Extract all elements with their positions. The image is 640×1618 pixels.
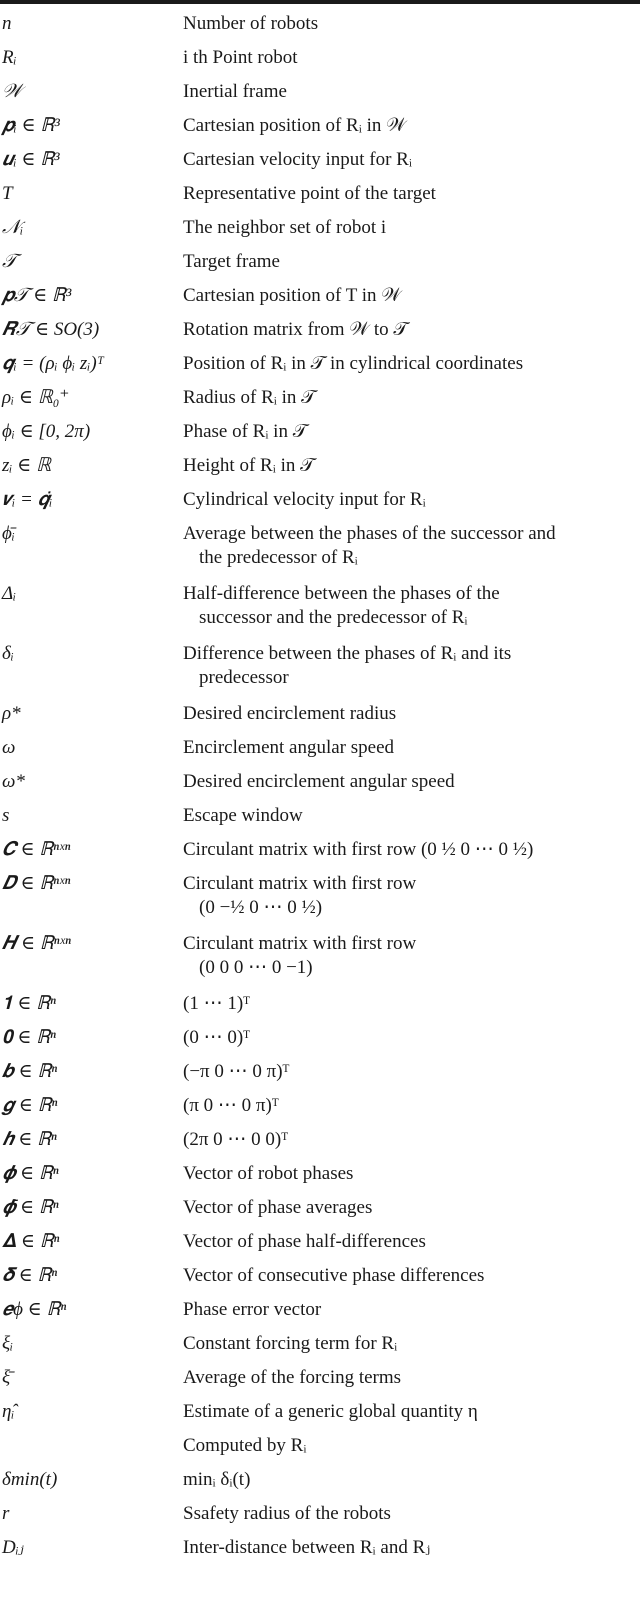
- definition-cell: [183, 1400, 638, 1424]
- definition-line: Vector of phase half-differences: [183, 1231, 426, 1252]
- definition-line: (0 0 0 ⋯ 0 −1): [199, 957, 313, 978]
- definition-line: the predecessor of Rᵢ: [199, 547, 358, 568]
- symbol-cell: ϕ̄ᵢ: [2, 523, 15, 544]
- definition-line: Desired encirclement radius: [183, 703, 397, 724]
- table-row: [0, 1060, 640, 1094]
- definition-cell: [183, 284, 638, 308]
- table-row: [0, 1128, 640, 1162]
- definition-cell: [183, 488, 638, 512]
- table-row: [0, 386, 640, 420]
- table-row: [0, 1094, 640, 1128]
- definition-line: Average between the phases of the successor and: [183, 523, 556, 544]
- definition-line: Vector of consecutive phase differences: [183, 1265, 485, 1286]
- definition-line: Vector of phase averages: [183, 1197, 373, 1218]
- table-row: [0, 804, 640, 838]
- definition-cell: [183, 1162, 638, 1186]
- table-row: [0, 838, 640, 872]
- definition-cell: [183, 1434, 638, 1458]
- symbol-cell: 𝒑ᵢ ∈ ℝ³: [2, 115, 60, 136]
- definition-cell: [183, 1230, 638, 1254]
- definition-line: The neighbor set of robot i: [183, 217, 387, 238]
- symbol-cell: ξ̄: [2, 1367, 11, 1388]
- table-row: [0, 1366, 640, 1400]
- table-row: [0, 1162, 640, 1196]
- definition-cell: [183, 1094, 638, 1118]
- definition-line: Escape window: [183, 805, 303, 826]
- definition-cell: [183, 1536, 638, 1560]
- symbol-cell: δmin(t): [2, 1469, 58, 1490]
- table-row: [0, 216, 640, 250]
- table-row: [0, 1298, 640, 1332]
- definition-line: Estimate of a generic global quantity η: [183, 1401, 478, 1422]
- definition-cell: [183, 702, 638, 726]
- table-top-rule: [0, 0, 640, 4]
- definition-cell: [183, 318, 638, 342]
- table-row: [0, 582, 640, 642]
- definition-line: Inertial frame: [183, 81, 287, 102]
- symbol-cell: 𝒯: [2, 251, 17, 272]
- definition-cell: [183, 182, 638, 206]
- definition-line: minᵢ δᵢ(t): [183, 1469, 251, 1490]
- symbol-cell: 𝒗ᵢ = 𝒒̇ᵢ: [2, 489, 53, 510]
- table-row: [0, 12, 640, 46]
- table-row: [0, 1264, 640, 1298]
- definition-cell: [183, 1468, 638, 1492]
- table-row: [0, 1230, 640, 1264]
- table-row: [0, 114, 640, 148]
- table-row: [0, 1502, 640, 1536]
- definition-cell: [183, 114, 638, 138]
- table-row: [0, 148, 640, 182]
- symbol-cell: η̂ᵢ: [2, 1401, 15, 1422]
- symbol-cell: s: [2, 805, 10, 826]
- definition-line: (−π 0 ⋯ 0 π)ᵀ: [183, 1061, 290, 1082]
- definition-line: Height of Rᵢ in 𝒯: [183, 455, 315, 476]
- table-row: [0, 318, 640, 352]
- definition-line: Representative point of the target: [183, 183, 436, 204]
- definition-cell: [183, 12, 638, 36]
- definition-line: Target frame: [183, 251, 280, 272]
- definition-line: (1 ⋯ 1)ᵀ: [183, 993, 251, 1014]
- table-row: [0, 1536, 640, 1570]
- definition-cell: [183, 454, 638, 478]
- table-row: [0, 284, 640, 318]
- symbol-cell: δᵢ: [2, 643, 14, 664]
- definition-line: Phase of Rᵢ in 𝒯: [183, 421, 308, 442]
- definition-cell: [183, 1366, 638, 1390]
- definition-line: predecessor: [199, 667, 289, 688]
- definition-cell: [183, 250, 638, 274]
- symbol-cell: Dᵢⱼ: [2, 1537, 24, 1558]
- definition-line: Circulant matrix with first row (0 ½ 0 ⋯ 0 ½): [183, 839, 534, 860]
- table-row: [0, 872, 640, 932]
- definition-cell: [183, 1196, 638, 1220]
- definition-cell: [183, 1332, 638, 1356]
- symbol-cell: T: [2, 183, 13, 204]
- symbol-cell: 𝑪 ∈ ℝⁿˣⁿ: [2, 839, 71, 860]
- table-row: [0, 1468, 640, 1502]
- definition-line: Computed by Rᵢ: [183, 1435, 307, 1456]
- definition-line: Number of robots: [183, 13, 319, 34]
- definition-line: Cylindrical velocity input for Rᵢ: [183, 489, 426, 510]
- definition-cell: [183, 352, 638, 376]
- definition-cell: [183, 872, 638, 920]
- definition-cell: [183, 80, 638, 104]
- symbol-cell: Rᵢ: [2, 47, 17, 68]
- definition-cell: [183, 770, 638, 794]
- definition-cell: [183, 932, 638, 980]
- symbol-cell: 𝒈 ∈ ℝⁿ: [2, 1095, 58, 1116]
- symbol-cell: ρ*: [2, 703, 21, 724]
- table-row: [0, 1434, 640, 1468]
- definition-line: Phase error vector: [183, 1299, 322, 1320]
- definition-line: Encirclement angular speed: [183, 737, 395, 758]
- symbol-cell: 𝒩ᵢ: [2, 217, 24, 238]
- table-row: [0, 1196, 640, 1230]
- symbol-cell: n: [2, 13, 12, 34]
- symbol-cell: zᵢ ∈ ℝ: [2, 455, 52, 476]
- definition-cell: [183, 1128, 638, 1152]
- definition-cell: [183, 522, 638, 570]
- symbol-cell: 𝝓̄ ∈ ℝⁿ: [2, 1197, 59, 1218]
- symbol-cell: 𝜹 ∈ ℝⁿ: [2, 1265, 58, 1286]
- definition-line: Desired encirclement angular speed: [183, 771, 455, 792]
- symbol-cell: ω: [2, 737, 16, 758]
- symbol-cell: 𝚫 ∈ ℝⁿ: [2, 1231, 60, 1252]
- symbol-cell: r: [2, 1503, 10, 1524]
- notation-table: [0, 12, 640, 1570]
- definition-line: Constant forcing term for Rᵢ: [183, 1333, 398, 1354]
- table-row: [0, 80, 640, 114]
- definition-cell: [183, 46, 638, 70]
- definition-line: Position of Rᵢ in 𝒯 in cylindrical coordinates: [183, 353, 524, 374]
- definition-line: Vector of robot phases: [183, 1163, 354, 1184]
- table-row: [0, 702, 640, 736]
- symbol-cell: 𝒲: [2, 81, 22, 102]
- definition-cell: [183, 420, 638, 444]
- symbol-cell: 𝑹𝒯 ∈ SO(3): [2, 319, 100, 340]
- definition-line: (0 ⋯ 0)ᵀ: [183, 1027, 251, 1048]
- table-row: [0, 642, 640, 702]
- definition-line: Average of the forcing terms: [183, 1367, 402, 1388]
- symbol-cell: 𝑯 ∈ ℝⁿˣⁿ: [2, 933, 71, 954]
- definition-line: Circulant matrix with first row: [183, 933, 417, 954]
- symbol-cell: 𝟎 ∈ ℝⁿ: [2, 1027, 56, 1048]
- symbol-cell: 𝝓 ∈ ℝⁿ: [2, 1163, 59, 1184]
- definition-line: Difference between the phases of Rᵢ and its: [183, 643, 512, 664]
- table-row: [0, 250, 640, 284]
- definition-cell: [183, 804, 638, 828]
- definition-cell: [183, 1502, 638, 1526]
- table-row: [0, 1026, 640, 1060]
- definition-cell: [183, 1026, 638, 1050]
- symbol-cell: 𝒃 ∈ ℝⁿ: [2, 1061, 58, 1082]
- symbol-cell: ξᵢ: [2, 1333, 14, 1354]
- symbol-cell: 𝟏 ∈ ℝⁿ: [2, 993, 56, 1014]
- symbol-cell: ρᵢ ∈ ℝ₀⁺: [2, 387, 70, 408]
- table-row: [0, 932, 640, 992]
- table-row: [0, 992, 640, 1026]
- table-row: [0, 1400, 640, 1434]
- definition-line: i th Point robot: [183, 47, 298, 68]
- definition-cell: [183, 1060, 638, 1084]
- definition-line: successor and the predecessor of Rᵢ: [199, 607, 468, 628]
- definition-cell: [183, 148, 638, 172]
- table-row: [0, 1332, 640, 1366]
- definition-line: Half-difference between the phases of the: [183, 583, 500, 604]
- symbol-cell: ϕᵢ ∈ [0, 2π): [2, 421, 91, 442]
- definition-cell: [183, 642, 638, 690]
- table-row: [0, 454, 640, 488]
- table-row: [0, 420, 640, 454]
- definition-cell: [183, 386, 638, 410]
- definition-line: Inter-distance between Rᵢ and Rⱼ: [183, 1537, 431, 1558]
- symbol-cell: 𝒖ᵢ ∈ ℝ³: [2, 149, 60, 170]
- symbol-cell: ω*: [2, 771, 25, 792]
- definition-line: (0 −½ 0 ⋯ 0 ½): [199, 897, 323, 918]
- symbol-cell: 𝒒ᵢ = (ρᵢ ϕᵢ zᵢ)ᵀ: [2, 353, 104, 374]
- table-row: [0, 182, 640, 216]
- symbol-cell: 𝒆ϕ ∈ ℝⁿ: [2, 1299, 67, 1320]
- definition-cell: [183, 1264, 638, 1288]
- definition-line: (π 0 ⋯ 0 π)ᵀ: [183, 1095, 279, 1116]
- symbol-cell: 𝒉 ∈ ℝⁿ: [2, 1129, 57, 1150]
- definition-cell: [183, 1298, 638, 1322]
- definition-cell: [183, 992, 638, 1016]
- definition-line: (2π 0 ⋯ 0 0)ᵀ: [183, 1129, 289, 1150]
- definition-cell: [183, 582, 638, 630]
- symbol-cell: Δᵢ: [2, 583, 17, 604]
- definition-line: Radius of Rᵢ in 𝒯: [183, 387, 316, 408]
- definition-cell: [183, 736, 638, 760]
- definition-line: Circulant matrix with first row: [183, 873, 417, 894]
- table-row: [0, 352, 640, 386]
- definition-line: Cartesian position of Rᵢ in 𝒲: [183, 115, 407, 136]
- definition-cell: [183, 216, 638, 240]
- definition-line: Rotation matrix from 𝒲 to 𝒯: [183, 319, 408, 340]
- table-row: [0, 522, 640, 582]
- table-row: [0, 46, 640, 80]
- definition-cell: [183, 838, 638, 862]
- symbol-cell: 𝒑𝒯 ∈ ℝ³: [2, 285, 72, 306]
- definition-line: Ssafety radius of the robots: [183, 1503, 391, 1524]
- table-row: [0, 488, 640, 522]
- definition-line: Cartesian position of T in 𝒲: [183, 285, 402, 306]
- definition-line: Cartesian velocity input for Rᵢ: [183, 149, 412, 170]
- symbol-cell: 𝑫 ∈ ℝⁿˣⁿ: [2, 873, 71, 894]
- table-row: [0, 736, 640, 770]
- table-row: [0, 770, 640, 804]
